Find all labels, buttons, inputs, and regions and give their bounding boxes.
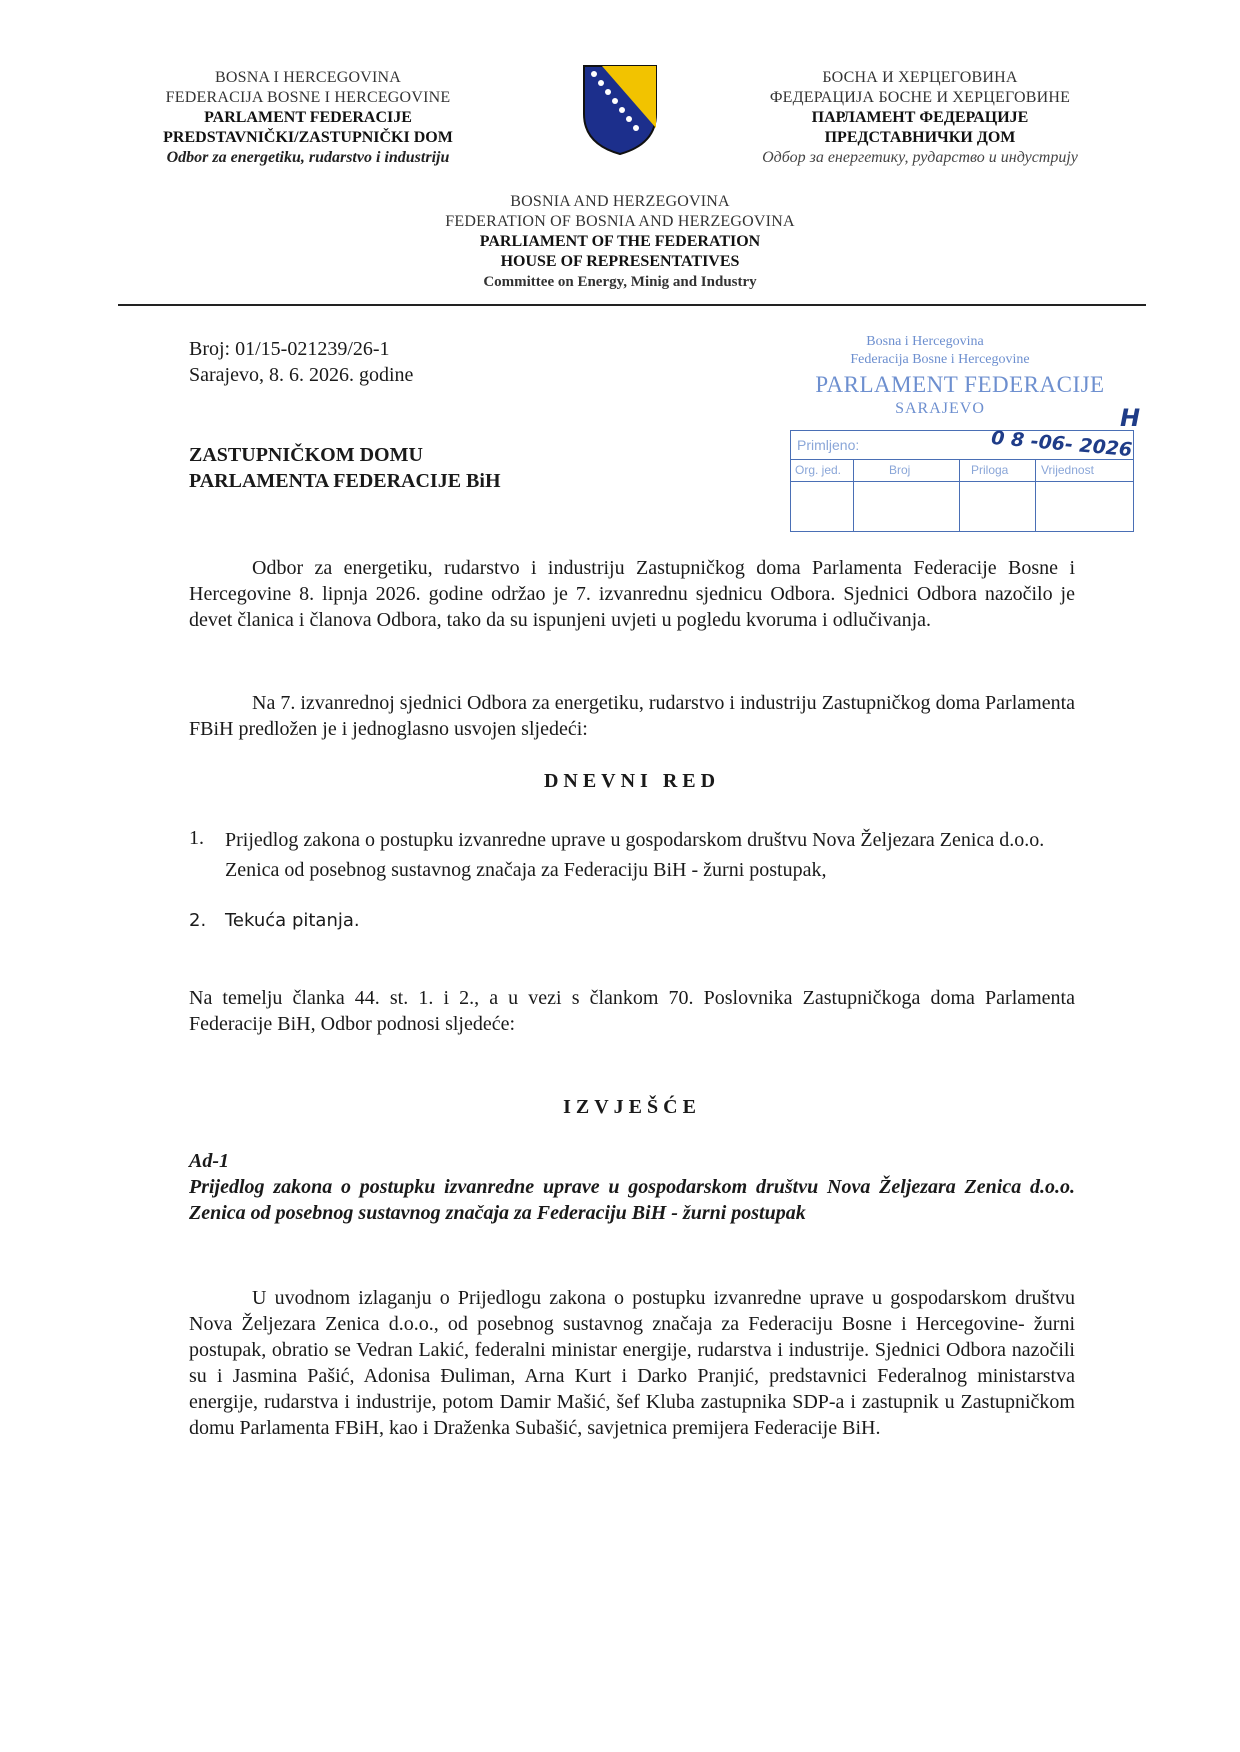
stamp-col-divider	[853, 459, 854, 531]
committee-name-en: Committee on Energy, Minig and Industry	[483, 274, 757, 290]
stamp-parliament: PARLAMENT FEDERACIJE	[815, 372, 1105, 397]
federation-name: FEDERACIJA BOSNE I HERCEGOVINE	[165, 89, 451, 106]
addressee-line-2: PARLAMENTA FEDERACIJE BiH	[189, 470, 501, 492]
stamp-col-divider	[959, 459, 960, 531]
stamp-received-date: 0 8 -06- 2026	[990, 426, 1134, 462]
addressee-line-1: ZASTUPNIČKOM DOMU	[189, 444, 423, 466]
coat-of-arms-icon	[580, 62, 660, 158]
header-divider	[118, 304, 1146, 306]
country-name-en: BOSNIA AND HERZEGOVINA	[510, 193, 730, 210]
stamp-row-divider	[791, 459, 1133, 460]
stamp-col-org-unit: Org. jed.	[795, 463, 842, 477]
stamp-col-value: Vrijednost	[1041, 463, 1094, 477]
stamp-federation: Federacija Bosne i Hercegovine	[850, 352, 1030, 367]
letterhead-left	[118, 68, 498, 168]
stamp-handwritten-mark: H	[1120, 404, 1141, 432]
ad-label: Ad-1	[189, 1150, 229, 1172]
letterhead-center	[360, 192, 880, 292]
stamp-col-attachments: Priloga	[971, 463, 1009, 477]
document-number: Broj: 01/15-021239/26-1	[189, 338, 390, 360]
intro-paragraph: Odbor za energetiku, rudarstvo i industriju Zastupničkog doma Parlamenta Federacije Bosne i Hercegovine 8. lipnja 2026. godine održao je 7. izvanrednu sjednicu Odbora. Sjednici Odbora nazočilo je devet članica i članova Odbora, tako da su ispunjeni uvjeti u pogledu kvoruma i odlučivanja.	[189, 557, 1075, 631]
stamp-city: SARAJEVO	[895, 400, 985, 417]
report-title: IZVJEŠĆE	[563, 1096, 701, 1118]
house-name-cyrillic: ПРЕДСТАВНИЧКИ ДОМ	[824, 129, 1016, 146]
letterhead-right	[720, 68, 1120, 168]
ad-title: Prijedlog zakona o postupku izvanredne uprave u gospodarskom društvu Nova Željezara Zenica d.o.o. Zenica od posebnog sustavnog značaja za Federaciju BiH - žurni postupak	[189, 1176, 1075, 1224]
stamp-received-label: Primljeno:	[797, 437, 860, 453]
stamp-country: Bosna i Hercegovina	[866, 334, 984, 349]
agenda-item	[189, 825, 1075, 885]
parliament-name-en: PARLIAMENT OF THE FEDERATION	[479, 233, 761, 250]
committee-name: Odbor za energetiku, rudarstvo i industriju	[166, 149, 450, 166]
addressee	[189, 442, 629, 494]
place-and-date: Sarajevo, 8. 6. 2026. godine	[189, 364, 414, 386]
receipt-stamp	[790, 334, 1141, 534]
agenda-item-text: Tekuća pitanja.	[225, 910, 360, 931]
agenda-item-text: Prijedlog zakona o postupku izvanredne uprave u gospodarskom društvu Nova Željezara Zenica d.o.o. Zenica od posebnog sustavnog značaja za Federaciju BiH - žurni postupak,	[225, 829, 1045, 881]
reference-block	[189, 336, 609, 388]
agenda-intro-paragraph: Na 7. izvanrednoj sjednici Odbora za energetiku, rudarstvo i industriju Zastupničkog doma Parlamenta FBiH predložen je i jednoglasno usvojen sljedeći:	[189, 692, 1075, 740]
parliament-name-cyrillic: ПАРЛАМЕНТ ФЕДЕРАЦИЈЕ	[811, 109, 1029, 126]
stamp-col-number: Broj	[889, 463, 911, 477]
stamp-table	[790, 426, 1134, 532]
agenda-item-number: 1.	[189, 827, 204, 849]
committee-name-cyrillic: Одбор за енергетику, рударство и индустрију	[762, 149, 1078, 166]
house-name-en: HOUSE OF REPRESENTATIVES	[500, 253, 740, 270]
country-name-cyrillic: БОСНА И ХЕРЦЕГОВИНА	[822, 69, 1018, 86]
parliament-name: PARLAMENT FEDERACIJE	[204, 109, 412, 126]
agenda-item	[189, 908, 1075, 934]
agenda-title: DNEVNI RED	[543, 770, 721, 792]
stamp-row-divider	[791, 481, 1133, 482]
house-name: PREDSTAVNIČKI/ZASTUPNIČKI DOM	[163, 129, 453, 146]
agenda-item-number: 2.	[189, 910, 207, 931]
federation-name-en: FEDERATION OF BOSNIA AND HERZEGOVINA	[445, 213, 795, 230]
country-name: BOSNA I HERCEGOVINA	[214, 69, 402, 86]
federation-name-cyrillic: ФЕДЕРАЦИЈА БОСНЕ И ХЕРЦЕГОВИНЕ	[769, 89, 1071, 106]
stamp-col-divider	[1035, 459, 1036, 531]
report-paragraph: U uvodnom izlaganju o Prijedlogu zakona o postupku izvanredne uprave u gospodarskom društvu Nova Željezara Zenica d.o.o., od posebnog sustavnog značaja za Federaciju Bosne i Hercegovine- žurni postupak, obratio se Vedran Lakić, federalni ministar energije, rudarstva i industrije. Sjednici Odbora nazočili su i Jasmina Pašić, Adonisa Đuliman, Arna Kurt i Darko Pranjić, predstavnici Federalnog ministarstva energije, rudarstva i industrije, potom Damir Mašić, šef Kluba zastupnika SDP-a i zastupnik u Zastupničkom domu Parlamenta FBiH, kao i Draženka Subašić, savjetnica premijera Federacije BiH.	[189, 1287, 1075, 1439]
legal-basis-paragraph: Na temelju članka 44. st. 1. i 2., a u vezi s člankom 70. Poslovnika Zastupničkoga doma Parlamenta Federacije BiH, Odbor podnosi sljedeće:	[189, 987, 1075, 1035]
